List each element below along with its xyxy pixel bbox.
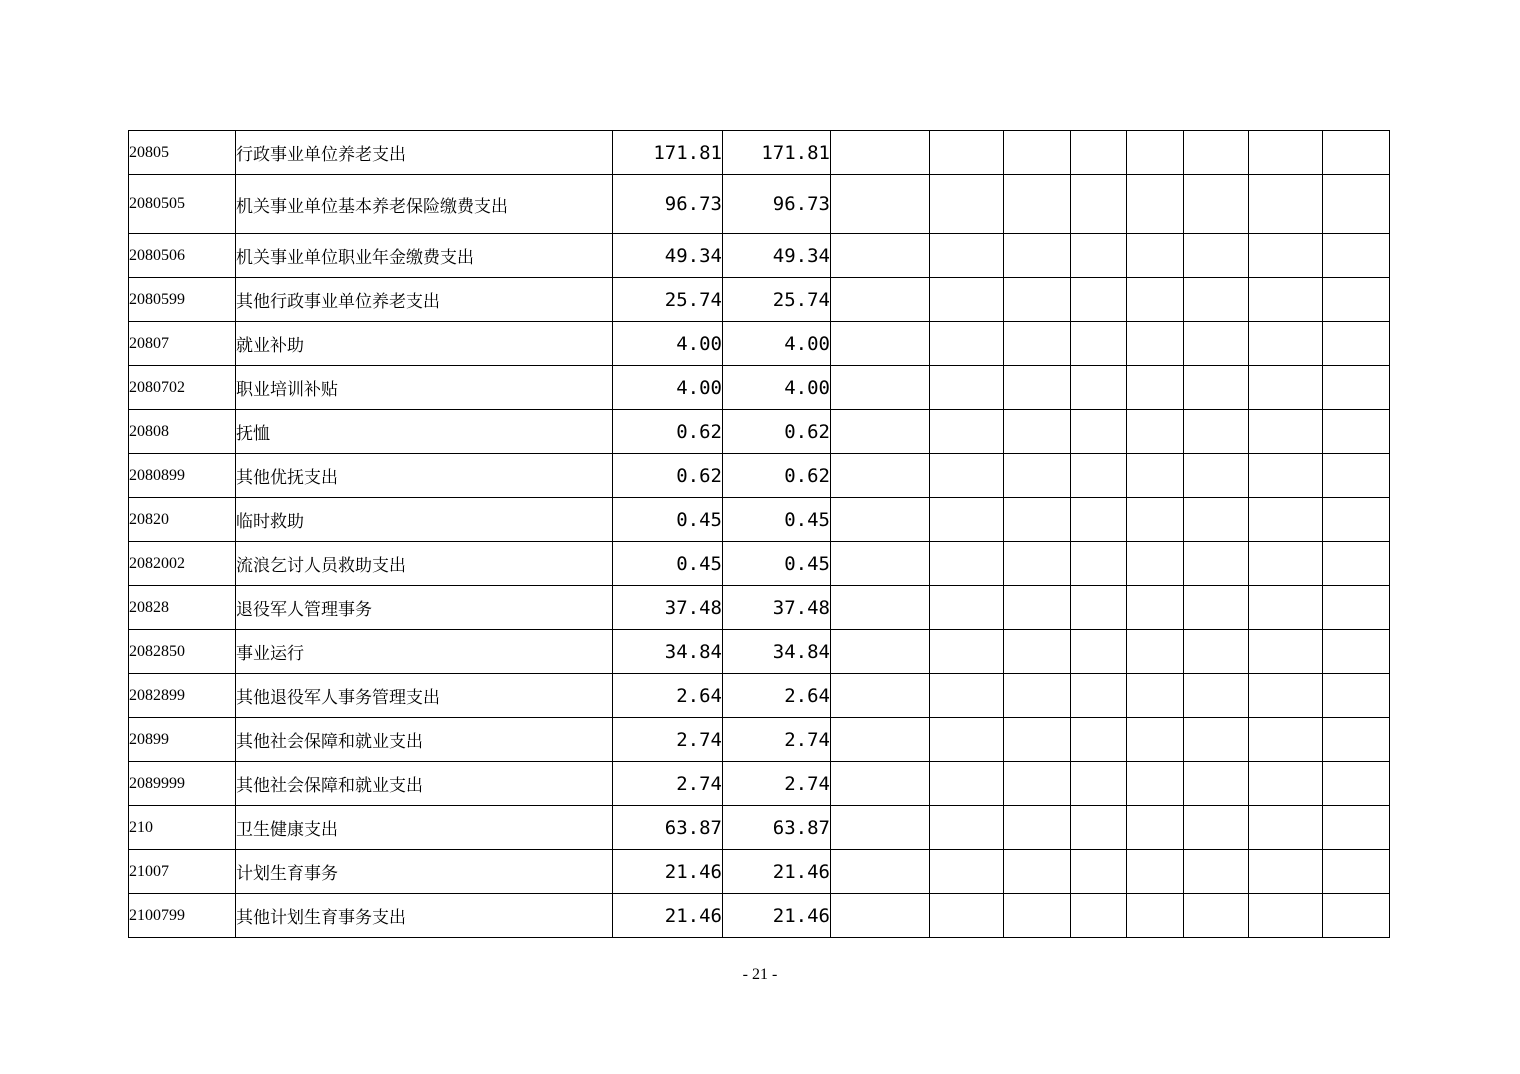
subject-name-cell: 事业运行: [236, 630, 613, 674]
empty-cell: [1071, 630, 1127, 674]
total-amount-cell: 96.73: [613, 175, 723, 234]
basic-expenditure-cell: 171.81: [723, 131, 831, 175]
empty-cell: [1071, 454, 1127, 498]
empty-cell: [831, 322, 930, 366]
empty-cell: [930, 175, 1004, 234]
basic-expenditure-cell: 0.62: [723, 410, 831, 454]
basic-expenditure-cell: 2.64: [723, 674, 831, 718]
table-row: [129, 278, 1390, 322]
empty-cell: [831, 762, 930, 806]
empty-cell: [1127, 674, 1184, 718]
empty-cell: [1184, 762, 1249, 806]
total-amount-cell: 21.46: [613, 894, 723, 938]
subject-code-cell: 20805: [129, 131, 236, 175]
empty-cell: [1071, 278, 1127, 322]
empty-cell: [1249, 806, 1323, 850]
empty-cell: [1323, 806, 1390, 850]
empty-cell: [1127, 278, 1184, 322]
subject-code-cell: 2080899: [129, 454, 236, 498]
table-row: [129, 175, 1390, 234]
empty-cell: [1004, 234, 1071, 278]
empty-cell: [1323, 850, 1390, 894]
empty-cell: [831, 542, 930, 586]
subject-code-cell: 20820: [129, 498, 236, 542]
table-row: [129, 454, 1390, 498]
table-row: [129, 850, 1390, 894]
total-amount-cell: 0.45: [613, 498, 723, 542]
empty-cell: [1184, 718, 1249, 762]
basic-expenditure-cell: 37.48: [723, 586, 831, 630]
subject-code-cell: 210: [129, 806, 236, 850]
page-number: - 21 -: [742, 966, 778, 983]
empty-cell: [1004, 131, 1071, 175]
basic-expenditure-cell: 63.87: [723, 806, 831, 850]
subject-code-cell: 2080702: [129, 366, 236, 410]
empty-cell: [1249, 542, 1323, 586]
empty-cell: [1004, 322, 1071, 366]
empty-cell: [1071, 762, 1127, 806]
table-row: [129, 674, 1390, 718]
empty-cell: [831, 278, 930, 322]
empty-cell: [930, 410, 1004, 454]
table-row: [129, 762, 1390, 806]
basic-expenditure-cell: 21.46: [723, 894, 831, 938]
basic-expenditure-cell: 2.74: [723, 718, 831, 762]
subject-code-cell: 2080599: [129, 278, 236, 322]
empty-cell: [831, 718, 930, 762]
empty-cell: [930, 498, 1004, 542]
subject-code-cell: 20828: [129, 586, 236, 630]
subject-code-cell: 2082899: [129, 674, 236, 718]
empty-cell: [1323, 131, 1390, 175]
total-amount-cell: 4.00: [613, 322, 723, 366]
empty-cell: [1323, 454, 1390, 498]
empty-cell: [1004, 674, 1071, 718]
empty-cell: [1004, 850, 1071, 894]
empty-cell: [1184, 175, 1249, 234]
empty-cell: [1127, 366, 1184, 410]
subject-code-cell: 20808: [129, 410, 236, 454]
subject-code-cell: 2082850: [129, 630, 236, 674]
empty-cell: [1071, 410, 1127, 454]
empty-cell: [1323, 542, 1390, 586]
subject-code-cell: 2089999: [129, 762, 236, 806]
empty-cell: [930, 131, 1004, 175]
subject-name-cell: 机关事业单位职业年金缴费支出: [236, 234, 613, 278]
basic-expenditure-cell: 34.84: [723, 630, 831, 674]
subject-name-cell: 其他社会保障和就业支出: [236, 718, 613, 762]
empty-cell: [1071, 234, 1127, 278]
total-amount-cell: 2.74: [613, 718, 723, 762]
empty-cell: [1323, 366, 1390, 410]
basic-expenditure-cell: 4.00: [723, 366, 831, 410]
empty-cell: [831, 674, 930, 718]
empty-cell: [1249, 674, 1323, 718]
empty-cell: [1184, 322, 1249, 366]
empty-cell: [1184, 586, 1249, 630]
subject-code-cell: 21007: [129, 850, 236, 894]
subject-name-cell: 退役军人管理事务: [236, 586, 613, 630]
empty-cell: [831, 175, 930, 234]
total-amount-cell: 4.00: [613, 366, 723, 410]
subject-name-cell: 临时救助: [236, 498, 613, 542]
empty-cell: [1004, 366, 1071, 410]
table-row: [129, 718, 1390, 762]
empty-cell: [1184, 366, 1249, 410]
empty-cell: [831, 850, 930, 894]
empty-cell: [1127, 762, 1184, 806]
subject-name-cell: 抚恤: [236, 410, 613, 454]
total-amount-cell: 2.64: [613, 674, 723, 718]
empty-cell: [831, 806, 930, 850]
empty-cell: [1071, 718, 1127, 762]
basic-expenditure-cell: 25.74: [723, 278, 831, 322]
empty-cell: [1127, 630, 1184, 674]
empty-cell: [1249, 850, 1323, 894]
empty-cell: [1184, 542, 1249, 586]
empty-cell: [1127, 322, 1184, 366]
empty-cell: [1249, 718, 1323, 762]
empty-cell: [930, 586, 1004, 630]
table-row: [129, 586, 1390, 630]
subject-name-cell: 其他社会保障和就业支出: [236, 762, 613, 806]
subject-name-cell: 就业补助: [236, 322, 613, 366]
empty-cell: [1184, 674, 1249, 718]
empty-cell: [1249, 498, 1323, 542]
empty-cell: [831, 586, 930, 630]
empty-cell: [1249, 278, 1323, 322]
empty-cell: [831, 454, 930, 498]
empty-cell: [1249, 454, 1323, 498]
total-amount-cell: 0.62: [613, 410, 723, 454]
empty-cell: [1004, 586, 1071, 630]
empty-cell: [1004, 718, 1071, 762]
empty-cell: [1004, 630, 1071, 674]
table-row: [129, 806, 1390, 850]
subject-name-cell: 机关事业单位基本养老保险缴费支出: [236, 175, 613, 234]
empty-cell: [930, 234, 1004, 278]
empty-cell: [1249, 175, 1323, 234]
subject-name-cell: 其他优抚支出: [236, 454, 613, 498]
basic-expenditure-cell: 49.34: [723, 234, 831, 278]
empty-cell: [1004, 175, 1071, 234]
empty-cell: [1127, 175, 1184, 234]
empty-cell: [930, 366, 1004, 410]
empty-cell: [1127, 718, 1184, 762]
empty-cell: [1004, 454, 1071, 498]
empty-cell: [1249, 322, 1323, 366]
total-amount-cell: 63.87: [613, 806, 723, 850]
empty-cell: [1071, 131, 1127, 175]
empty-cell: [930, 630, 1004, 674]
subject-name-cell: 其他退役军人事务管理支出: [236, 674, 613, 718]
empty-cell: [1184, 454, 1249, 498]
empty-cell: [1323, 278, 1390, 322]
total-amount-cell: 0.45: [613, 542, 723, 586]
total-amount-cell: 171.81: [613, 131, 723, 175]
empty-cell: [1249, 234, 1323, 278]
empty-cell: [1071, 586, 1127, 630]
table-row: [129, 322, 1390, 366]
table-row: [129, 366, 1390, 410]
empty-cell: [1249, 586, 1323, 630]
table-row: [129, 131, 1390, 175]
empty-cell: [831, 234, 930, 278]
empty-cell: [1323, 674, 1390, 718]
empty-cell: [1127, 131, 1184, 175]
basic-expenditure-cell: 2.74: [723, 762, 831, 806]
subject-code-cell: 2080506: [129, 234, 236, 278]
empty-cell: [1127, 542, 1184, 586]
empty-cell: [1071, 322, 1127, 366]
empty-cell: [930, 806, 1004, 850]
empty-cell: [1249, 894, 1323, 938]
empty-cell: [831, 894, 930, 938]
basic-expenditure-cell: 0.45: [723, 542, 831, 586]
empty-cell: [1323, 498, 1390, 542]
empty-cell: [831, 630, 930, 674]
empty-cell: [1127, 894, 1184, 938]
empty-cell: [1184, 806, 1249, 850]
subject-name-cell: 其他行政事业单位养老支出: [236, 278, 613, 322]
basic-expenditure-cell: 21.46: [723, 850, 831, 894]
subject-code-cell: 20899: [129, 718, 236, 762]
total-amount-cell: 34.84: [613, 630, 723, 674]
empty-cell: [1127, 498, 1184, 542]
empty-cell: [1184, 278, 1249, 322]
empty-cell: [1184, 410, 1249, 454]
empty-cell: [1249, 630, 1323, 674]
table-row: [129, 410, 1390, 454]
empty-cell: [1004, 894, 1071, 938]
total-amount-cell: 37.48: [613, 586, 723, 630]
empty-cell: [1127, 586, 1184, 630]
empty-cell: [1071, 366, 1127, 410]
empty-cell: [1004, 278, 1071, 322]
empty-cell: [930, 278, 1004, 322]
basic-expenditure-cell: 4.00: [723, 322, 831, 366]
basic-expenditure-cell: 0.45: [723, 498, 831, 542]
empty-cell: [1323, 175, 1390, 234]
subject-code-cell: 20807: [129, 322, 236, 366]
subject-name-cell: 计划生育事务: [236, 850, 613, 894]
subject-code-cell: 2082002: [129, 542, 236, 586]
empty-cell: [1323, 586, 1390, 630]
empty-cell: [1004, 762, 1071, 806]
empty-cell: [1184, 498, 1249, 542]
empty-cell: [1184, 630, 1249, 674]
empty-cell: [930, 542, 1004, 586]
empty-cell: [1184, 131, 1249, 175]
empty-cell: [930, 674, 1004, 718]
subject-code-cell: 2100799: [129, 894, 236, 938]
empty-cell: [930, 850, 1004, 894]
empty-cell: [1323, 410, 1390, 454]
empty-cell: [1071, 542, 1127, 586]
total-amount-cell: 49.34: [613, 234, 723, 278]
empty-cell: [1249, 762, 1323, 806]
basic-expenditure-cell: 0.62: [723, 454, 831, 498]
empty-cell: [1071, 806, 1127, 850]
empty-cell: [1004, 410, 1071, 454]
empty-cell: [1184, 234, 1249, 278]
empty-cell: [1127, 806, 1184, 850]
total-amount-cell: 2.74: [613, 762, 723, 806]
empty-cell: [930, 894, 1004, 938]
table-row: [129, 630, 1390, 674]
empty-cell: [1071, 850, 1127, 894]
empty-cell: [1249, 410, 1323, 454]
total-amount-cell: 25.74: [613, 278, 723, 322]
empty-cell: [1071, 175, 1127, 234]
subject-name-cell: 行政事业单位养老支出: [236, 131, 613, 175]
subject-code-cell: 2080505: [129, 175, 236, 234]
subject-name-cell: 其他计划生育事务支出: [236, 894, 613, 938]
empty-cell: [1127, 410, 1184, 454]
empty-cell: [1323, 762, 1390, 806]
table-row: [129, 498, 1390, 542]
table-row: [129, 542, 1390, 586]
empty-cell: [1127, 850, 1184, 894]
empty-cell: [930, 762, 1004, 806]
table-row: [129, 234, 1390, 278]
empty-cell: [1323, 234, 1390, 278]
empty-cell: [1323, 322, 1390, 366]
subject-name-cell: 卫生健康支出: [236, 806, 613, 850]
empty-cell: [831, 410, 930, 454]
empty-cell: [831, 131, 930, 175]
empty-cell: [930, 322, 1004, 366]
empty-cell: [1127, 234, 1184, 278]
empty-cell: [1323, 718, 1390, 762]
empty-cell: [831, 498, 930, 542]
empty-cell: [1004, 498, 1071, 542]
empty-cell: [930, 718, 1004, 762]
total-amount-cell: 21.46: [613, 850, 723, 894]
empty-cell: [1184, 894, 1249, 938]
empty-cell: [1184, 850, 1249, 894]
empty-cell: [930, 454, 1004, 498]
empty-cell: [1071, 498, 1127, 542]
basic-expenditure-cell: 96.73: [723, 175, 831, 234]
empty-cell: [1127, 454, 1184, 498]
empty-cell: [1323, 894, 1390, 938]
empty-cell: [1071, 894, 1127, 938]
budget-expenditure-table: [128, 130, 1390, 938]
subject-name-cell: 流浪乞讨人员救助支出: [236, 542, 613, 586]
empty-cell: [1323, 630, 1390, 674]
table-row: [129, 894, 1390, 938]
empty-cell: [1004, 542, 1071, 586]
empty-cell: [1004, 806, 1071, 850]
empty-cell: [1249, 131, 1323, 175]
empty-cell: [1249, 366, 1323, 410]
empty-cell: [831, 366, 930, 410]
subject-name-cell: 职业培训补贴: [236, 366, 613, 410]
empty-cell: [1071, 674, 1127, 718]
total-amount-cell: 0.62: [613, 454, 723, 498]
